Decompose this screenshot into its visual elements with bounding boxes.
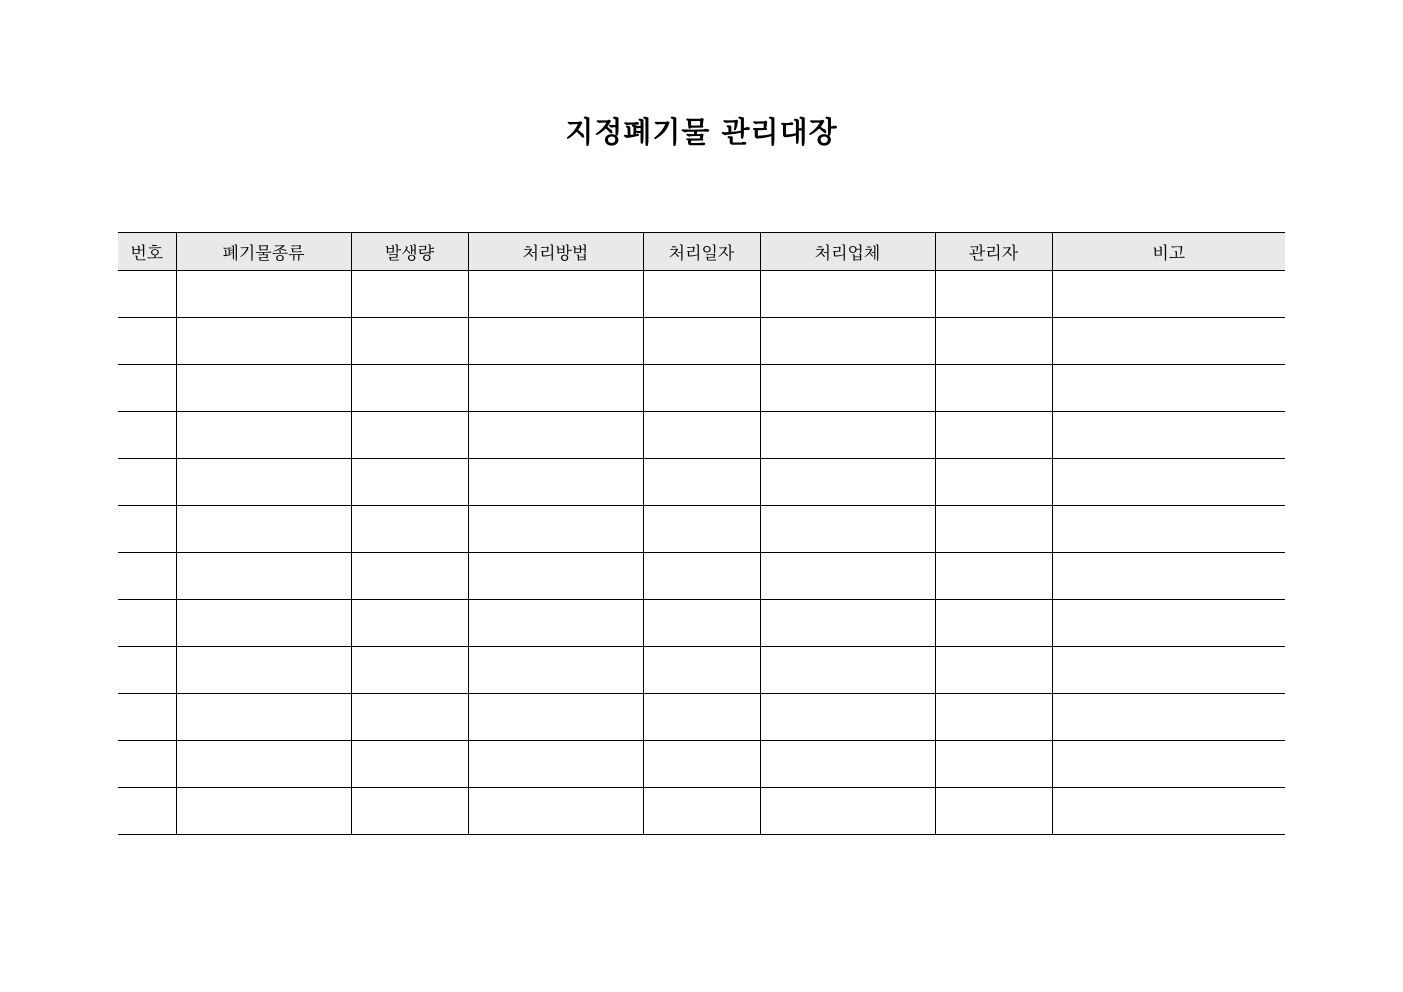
table-cell-manager[interactable] — [935, 365, 1052, 412]
table-cell-manager[interactable] — [935, 459, 1052, 506]
table-cell-treatment-date[interactable] — [643, 788, 760, 835]
table-cell-waste-type[interactable] — [176, 600, 351, 647]
table-row — [118, 506, 1285, 553]
table-cell-generated-amount[interactable] — [351, 459, 468, 506]
table-cell-treatment-company[interactable] — [760, 412, 935, 459]
table-row — [118, 318, 1285, 365]
table-cell-remarks[interactable] — [1052, 365, 1285, 412]
table-cell-number[interactable] — [118, 647, 176, 694]
table-cell-treatment-date[interactable] — [643, 600, 760, 647]
table-cell-manager[interactable] — [935, 271, 1052, 318]
table-cell-generated-amount[interactable] — [351, 694, 468, 741]
table-header-row — [118, 233, 1285, 271]
table-cell-waste-type[interactable] — [176, 506, 351, 553]
table-cell-number[interactable] — [118, 271, 176, 318]
table-row — [118, 365, 1285, 412]
waste-ledger-table — [118, 232, 1285, 835]
table-cell-generated-amount[interactable] — [351, 788, 468, 835]
table-row — [118, 788, 1285, 835]
table-cell-treatment-method[interactable] — [468, 788, 643, 835]
table-cell-remarks[interactable] — [1052, 318, 1285, 365]
table-row — [118, 459, 1285, 506]
table-cell-waste-type[interactable] — [176, 459, 351, 506]
table-row — [118, 271, 1285, 318]
table-row — [118, 600, 1285, 647]
table-cell-remarks[interactable] — [1052, 647, 1285, 694]
table-cell-treatment-method[interactable] — [468, 600, 643, 647]
table-cell-remarks[interactable] — [1052, 741, 1285, 788]
table-cell-treatment-method[interactable] — [468, 318, 643, 365]
table-body — [118, 271, 1285, 835]
table-cell-generated-amount[interactable] — [351, 412, 468, 459]
table-cell-remarks[interactable] — [1052, 553, 1285, 600]
table-row — [118, 553, 1285, 600]
table-cell-treatment-date[interactable] — [643, 412, 760, 459]
table-cell-remarks[interactable] — [1052, 506, 1285, 553]
table-cell-treatment-method[interactable] — [468, 553, 643, 600]
table-cell-treatment-method[interactable] — [468, 506, 643, 553]
table-cell-number[interactable] — [118, 459, 176, 506]
table-cell-treatment-method[interactable] — [468, 459, 643, 506]
column-header-treatment-company: 처리업체 — [760, 233, 935, 271]
table-cell-number[interactable] — [118, 553, 176, 600]
table-cell-waste-type[interactable] — [176, 318, 351, 365]
table-cell-treatment-company[interactable] — [760, 365, 935, 412]
table-cell-number[interactable] — [118, 365, 176, 412]
table-cell-generated-amount[interactable] — [351, 600, 468, 647]
table-cell-treatment-company[interactable] — [760, 459, 935, 506]
table-cell-manager[interactable] — [935, 647, 1052, 694]
table-cell-waste-type[interactable] — [176, 412, 351, 459]
table-row — [118, 694, 1285, 741]
table-cell-treatment-method[interactable] — [468, 412, 643, 459]
column-header-number: 번호 — [118, 233, 176, 271]
table-cell-remarks[interactable] — [1052, 412, 1285, 459]
table-cell-manager[interactable] — [935, 600, 1052, 647]
table-cell-treatment-method[interactable] — [468, 365, 643, 412]
column-header-remarks: 비고 — [1052, 233, 1285, 271]
table-cell-treatment-date[interactable] — [643, 365, 760, 412]
column-header-generated-amount: 발생량 — [351, 233, 468, 271]
table-cell-treatment-date[interactable] — [643, 647, 760, 694]
table-cell-remarks[interactable] — [1052, 788, 1285, 835]
table-cell-waste-type[interactable] — [176, 271, 351, 318]
table-cell-waste-type[interactable] — [176, 741, 351, 788]
table-cell-generated-amount[interactable] — [351, 318, 468, 365]
table-cell-manager[interactable] — [935, 694, 1052, 741]
table-row — [118, 647, 1285, 694]
table-cell-treatment-date[interactable] — [643, 506, 760, 553]
table-cell-generated-amount[interactable] — [351, 271, 468, 318]
table-cell-waste-type[interactable] — [176, 647, 351, 694]
table-cell-number[interactable] — [118, 694, 176, 741]
table-cell-remarks[interactable] — [1052, 459, 1285, 506]
table-cell-generated-amount[interactable] — [351, 741, 468, 788]
table-cell-generated-amount[interactable] — [351, 365, 468, 412]
table-row — [118, 741, 1285, 788]
table-cell-waste-type[interactable] — [176, 553, 351, 600]
table-cell-waste-type[interactable] — [176, 788, 351, 835]
table-cell-number[interactable] — [118, 788, 176, 835]
table-cell-manager[interactable] — [935, 553, 1052, 600]
table-cell-treatment-date[interactable] — [643, 553, 760, 600]
table-cell-treatment-date[interactable] — [643, 318, 760, 365]
table-cell-number[interactable] — [118, 412, 176, 459]
table-cell-treatment-company[interactable] — [760, 647, 935, 694]
table-cell-waste-type[interactable] — [176, 694, 351, 741]
table-cell-manager[interactable] — [935, 318, 1052, 365]
table-row — [118, 412, 1285, 459]
table-cell-generated-amount[interactable] — [351, 506, 468, 553]
table-cell-treatment-date[interactable] — [643, 741, 760, 788]
table-cell-number[interactable] — [118, 506, 176, 553]
table-cell-waste-type[interactable] — [176, 365, 351, 412]
table-cell-treatment-company[interactable] — [760, 741, 935, 788]
table-cell-number[interactable] — [118, 318, 176, 365]
table-cell-treatment-date[interactable] — [643, 459, 760, 506]
table-cell-treatment-method[interactable] — [468, 741, 643, 788]
table-cell-treatment-company[interactable] — [760, 788, 935, 835]
table-cell-treatment-company[interactable] — [760, 600, 935, 647]
table-cell-generated-amount[interactable] — [351, 647, 468, 694]
table-cell-treatment-company[interactable] — [760, 506, 935, 553]
table-cell-treatment-method[interactable] — [468, 271, 643, 318]
column-header-treatment-date: 처리일자 — [643, 233, 760, 271]
table-cell-treatment-date[interactable] — [643, 694, 760, 741]
column-header-waste-type: 폐기물종류 — [176, 233, 351, 271]
table-cell-treatment-method[interactable] — [468, 647, 643, 694]
table-cell-manager[interactable] — [935, 741, 1052, 788]
table-cell-treatment-method[interactable] — [468, 694, 643, 741]
table-cell-number[interactable] — [118, 741, 176, 788]
column-header-manager: 관리자 — [935, 233, 1052, 271]
table-cell-treatment-company[interactable] — [760, 553, 935, 600]
table-cell-remarks[interactable] — [1052, 694, 1285, 741]
table-cell-treatment-company[interactable] — [760, 318, 935, 365]
table-cell-manager[interactable] — [935, 412, 1052, 459]
table-cell-manager[interactable] — [935, 788, 1052, 835]
document-title: 지정폐기물 관리대장 — [565, 115, 838, 149]
table-cell-treatment-company[interactable] — [760, 271, 935, 318]
column-header-treatment-method: 처리방법 — [468, 233, 643, 271]
table-cell-remarks[interactable] — [1052, 600, 1285, 647]
table-cell-generated-amount[interactable] — [351, 553, 468, 600]
table-cell-treatment-company[interactable] — [760, 694, 935, 741]
table-cell-number[interactable] — [118, 600, 176, 647]
table-cell-manager[interactable] — [935, 506, 1052, 553]
table-cell-treatment-date[interactable] — [643, 271, 760, 318]
table-cell-remarks[interactable] — [1052, 271, 1285, 318]
